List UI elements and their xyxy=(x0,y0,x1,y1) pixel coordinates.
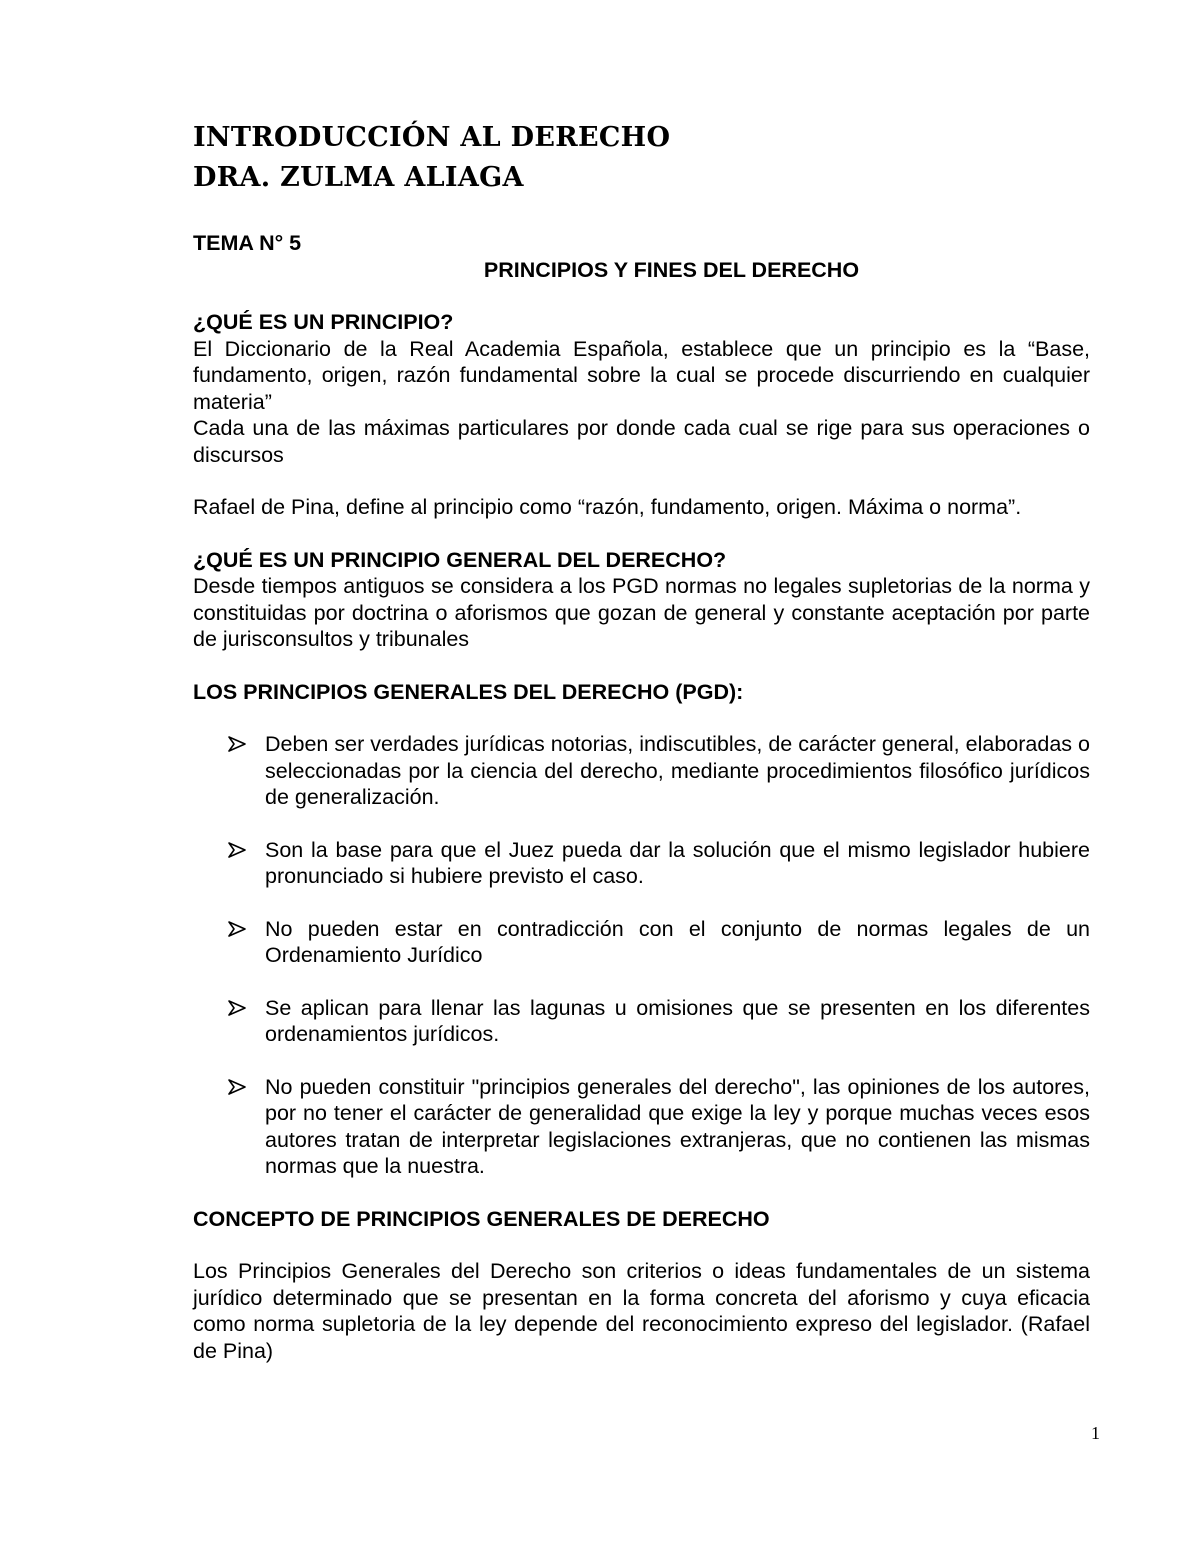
list-item xyxy=(193,916,1090,969)
arrowhead-bullet-icon xyxy=(227,1074,247,1100)
section-heading-pgd-question: ¿QUÉ ES UN PRINCIPIO GENERAL DEL DERECHO? xyxy=(193,547,727,572)
section-heading-pgd-list: LOS PRINCIPIOS GENERALES DEL DERECHO (PGD): xyxy=(193,679,744,704)
list-item-text: No pueden constituir "principios generales del derecho", las opiniones de los autores, por no tener el carácter de generalidad que exige la ley y porque muchas veces esos autores tratan de interpretar legislaciones extranjeras, que no contienen las mismas normas que la nuestra. xyxy=(265,1074,1090,1178)
list-item-text: Son la base para que el Juez pueda dar la solución que el mismo legislador hubiere pronunciado si hubiere previsto el caso. xyxy=(265,837,1090,888)
arrowhead-bullet-icon xyxy=(227,731,247,757)
list-spacer xyxy=(193,811,1090,837)
paragraph-pgd-antiguos: Desde tiempos antiguos se considera a los PGD normas no legales supletorias de la norma y constituidas por doctrina o aforismos que gozan de general y constante aceptación por parte de jurisconsultos y tribunales xyxy=(193,574,1090,651)
pgd-bullet-list xyxy=(193,731,1090,1180)
list-item xyxy=(193,1074,1090,1180)
section-heading-concepto: CONCEPTO DE PRINCIPIOS GENERALES DE DERECHO xyxy=(193,1206,770,1231)
page-number: 1 xyxy=(1091,1423,1100,1443)
list-item xyxy=(193,837,1090,890)
list-spacer xyxy=(193,1048,1090,1074)
list-spacer xyxy=(193,969,1090,995)
paragraph-rae-definition: El Diccionario de la Real Academia Española, establece que un principio es la “Base, fundamento, origen, razón fundamental sobre la cual se procede discurriendo en cualquier materia” xyxy=(193,336,1090,414)
paragraph-concepto-pgd: Los Principios Generales del Derecho son criterios o ideas fundamentales de un sistema jurídico determinado que se presentan en la forma concreta del aforismo y cuya eficacia como norma supletoria de la ley depende del reconocimiento expreso del legislador. (Rafael de Pina) xyxy=(193,1259,1090,1363)
topic-number: TEMA N° 5 xyxy=(193,231,302,255)
list-item-text: Se aplican para llenar las lagunas u omisiones que se presenten en los diferentes ordenamientos jurídicos. xyxy=(265,995,1090,1046)
list-item xyxy=(193,731,1090,811)
arrowhead-bullet-icon xyxy=(227,837,247,863)
document-body xyxy=(193,118,1090,1364)
arrowhead-bullet-icon xyxy=(227,995,247,1021)
paragraph-rafael-de-pina: Rafael de Pina, define al principio como “razón, fundamento, origen. Máxima o norma”. xyxy=(193,495,1022,519)
list-item-text: No pueden estar en contradicción con el conjunto de normas legales de un Ordenamiento Jurídico xyxy=(265,916,1090,967)
author-name: DRA. ZULMA ALIAGA xyxy=(193,162,524,193)
course-title: INTRODUCCIÓN AL DERECHO xyxy=(193,122,671,153)
list-item xyxy=(193,995,1090,1048)
list-item-text: Deben ser verdades jurídicas notorias, indiscutibles, de carácter general, elaboradas o seleccionadas por la ciencia del derecho, mediante procedimientos filosófico jurídicos de generalización. xyxy=(265,732,1090,809)
arrowhead-bullet-icon xyxy=(227,916,247,942)
main-title: PRINCIPIOS Y FINES DEL DERECHO xyxy=(483,257,860,282)
section-heading-principio: ¿QUÉ ES UN PRINCIPIO? xyxy=(193,310,454,334)
paragraph-maximas: Cada una de las máximas particulares por donde cada cual se rige para sus operaciones o discursos xyxy=(193,416,1090,467)
list-spacer xyxy=(193,890,1090,916)
